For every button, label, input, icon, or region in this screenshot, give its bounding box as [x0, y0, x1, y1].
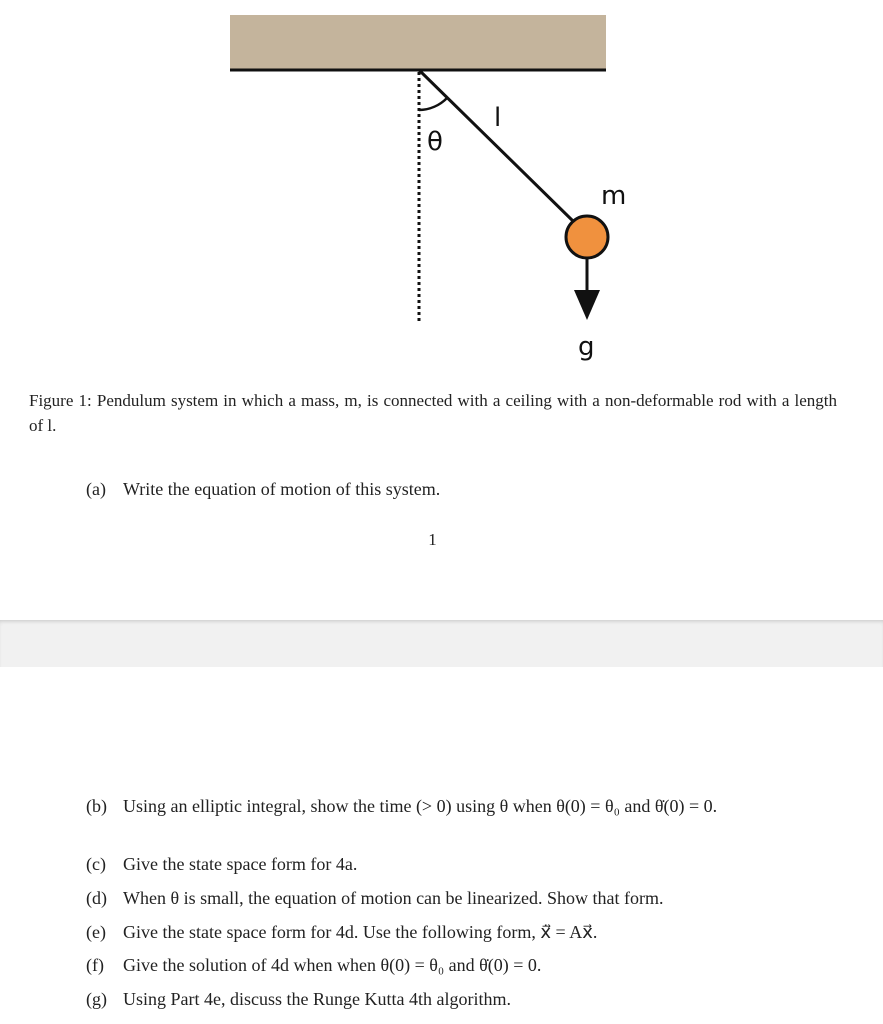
- item-label: (g): [86, 989, 107, 1009]
- figure-caption: Figure 1: Pendulum system in which a mass, m, is connected with a ceiling with a non-deformable rod with a length of l.: [29, 391, 837, 435]
- page-number: 1: [428, 530, 437, 549]
- item-label: (f): [86, 955, 104, 975]
- mass-label: m: [601, 181, 627, 211]
- ceiling: [230, 15, 606, 70]
- item-label: (a): [86, 479, 106, 499]
- item-text: Give the state space form for 4d. Use the following form, ẋ⃗ = Ax⃗.: [123, 922, 598, 942]
- item-label: (e): [86, 922, 106, 942]
- angle-arc: [419, 98, 447, 110]
- pendulum-figure: [0, 0, 883, 380]
- page-separator: [0, 620, 883, 667]
- item-text: Using an elliptic integral, show the time (> 0) using θ when θ(0) = θ₀ and θ̇(0) = 0.: [123, 796, 718, 816]
- document-page-2: [0, 667, 883, 1024]
- length-label: l: [494, 103, 502, 133]
- pendulum-mass: [566, 216, 608, 258]
- question-item: [86, 477, 838, 502]
- item-text: Write the equation of motion of this system.: [123, 479, 441, 499]
- item-label: (c): [86, 854, 106, 874]
- question-item: [86, 794, 838, 819]
- item-text: Give the state space form for 4a.: [123, 854, 358, 874]
- item-text: When θ is small, the equation of motion can be linearized. Show that form.: [123, 888, 664, 908]
- gravity-label: g: [578, 332, 595, 362]
- question-item: [86, 886, 838, 911]
- item-label: (b): [86, 796, 107, 816]
- theta-label: θ: [427, 127, 443, 157]
- question-item: [86, 953, 838, 978]
- gravity-arrow-head: [574, 290, 600, 320]
- question-item: [86, 920, 838, 945]
- item-text: Give the solution of 4d when when θ(0) = θ₀ and θ̇(0) = 0.: [123, 955, 542, 975]
- question-item: [86, 852, 838, 877]
- item-label: (d): [86, 888, 107, 908]
- question-item: [86, 987, 838, 1012]
- item-text: Using Part 4e, discuss the Runge Kutta 4th algorithm.: [123, 989, 511, 1009]
